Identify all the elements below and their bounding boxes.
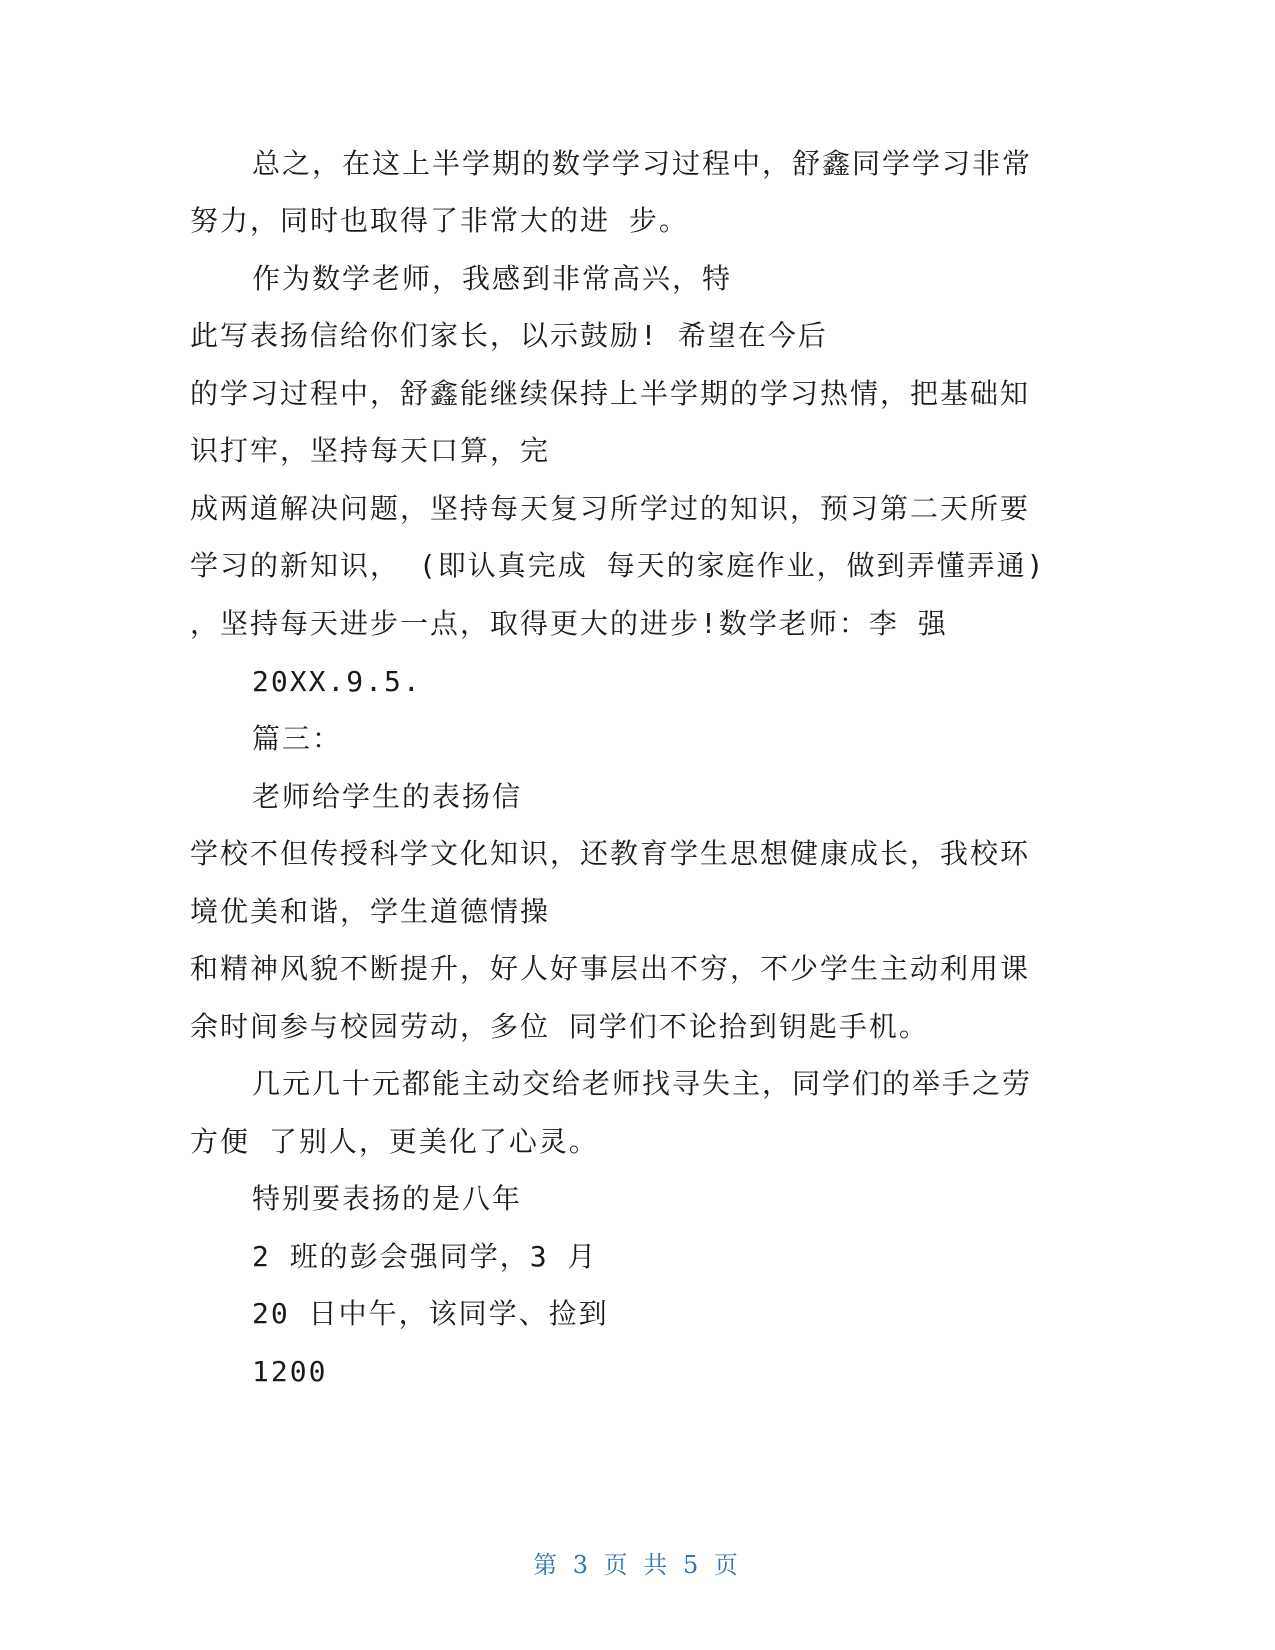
text-line: ，坚持每天进步一点，取得更大的进步!数学老师：李 强: [190, 607, 948, 640]
text-line: 20 日中午，该同学、捡到: [252, 1297, 609, 1330]
text-line: 和精神风貌不断提升，好人好事层出不穷，不少学生主动利用课: [190, 952, 1031, 985]
text-line: 识打牢，坚持每天口算，完: [190, 434, 551, 467]
page-number-footer: 第 3 页 共 5 页: [533, 1551, 742, 1579]
text-line: 总之，在这上半学期的数学学习过程中，舒鑫同学学习非常: [252, 147, 1033, 180]
text-line: 作为数学老师，我感到非常高兴，特: [252, 262, 733, 295]
letter-title: 老师给学生的表扬信: [252, 780, 523, 813]
text-line: 几元几十元都能主动交给老师找寻失主，同学们的举手之劳: [252, 1067, 1033, 1100]
text-line: 方便 了别人，更美化了心灵。: [190, 1125, 599, 1158]
text-line: 余时间参与校园劳动，多位 同学们不论拾到钥匙手机。: [190, 1010, 929, 1043]
text-line: 学习的新知识， (即认真完成 每天的家庭作业，做到弄懂弄通): [190, 549, 1046, 582]
text-line: 学校不但传授科学文化知识，还教育学生思想健康成长，我校环: [190, 837, 1031, 870]
date-line: 20XX.9.5.: [252, 665, 422, 698]
section-heading: 篇三：: [252, 722, 343, 755]
text-line: 成两道解决问题，坚持每天复习所学过的知识，预习第二天所要: [190, 492, 1031, 525]
text-line: 1200: [252, 1355, 328, 1388]
text-line: 此写表扬信给你们家长，以示鼓励! 希望在今后: [190, 319, 828, 352]
text-line: 努力，同时也取得了非常大的进 步。: [190, 204, 689, 237]
text-line: 的学习过程中，舒鑫能继续保持上半学期的学习热情，把基础知: [190, 377, 1031, 410]
text-line: 2 班的彭会强同学，3 月: [252, 1240, 598, 1273]
text-line: 境优美和谐，学生道德情操: [190, 895, 551, 928]
text-line: 特别要表扬的是八年: [252, 1182, 523, 1215]
